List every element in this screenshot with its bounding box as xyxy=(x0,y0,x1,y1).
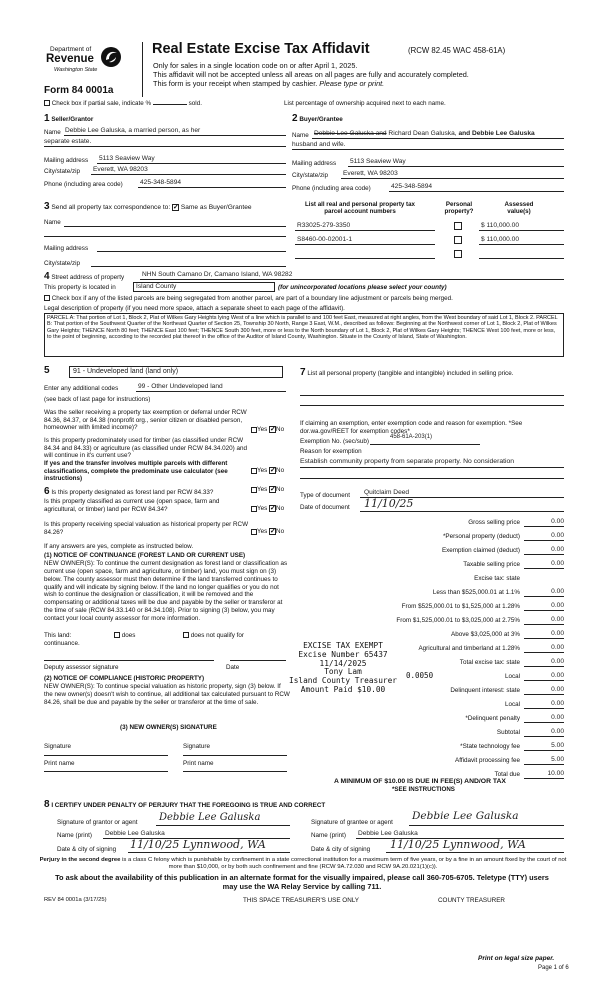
personal-property-checkbox-1[interactable] xyxy=(454,222,462,230)
partial-sale-checkbox[interactable] xyxy=(44,100,50,106)
parcel-1: R33025-279-3350 xyxy=(297,222,351,229)
tax-row-line xyxy=(524,694,564,695)
buyer-phone: 425-348-5894 xyxy=(391,183,433,190)
tax-row-line xyxy=(524,652,564,653)
certify-heading: 8 I CERTIFY UNDER PENALTY OF PERJURY THAT THE FOREGOING IS TRUE AND CORRECT xyxy=(44,799,326,810)
tax-row-label: Total due xyxy=(494,771,520,778)
tax-row-line xyxy=(524,624,564,625)
page-title: Real Estate Excise Tax Affidavit xyxy=(152,41,370,57)
tax-row-value: 10.00 xyxy=(547,770,564,777)
tax-row-value: 0.00 xyxy=(551,686,564,693)
rcw-citation: (RCW 82.45 WAC 458-61A) xyxy=(408,46,506,55)
partial-sale-row: Check box if partial sale, indicate % sold. xyxy=(44,100,202,108)
assessed-1: $ 110,000.00 xyxy=(481,222,520,229)
tax-row-value: 0.00 xyxy=(551,602,564,609)
q-historic-answer: Yes ✓No xyxy=(251,528,284,536)
q-forest-answer: Yes ✓No xyxy=(251,486,284,494)
stamp-line1: EXCISE TAX EXEMPT xyxy=(303,641,383,650)
q-timber-answer: Yes ✓No xyxy=(251,467,284,475)
deputy-date-label: Date xyxy=(226,664,240,671)
buyer-name: Debbie Lee Galuska and Richard Dean Galuska, and Debbie Lee Galuska xyxy=(314,130,535,137)
reason-label: Reason for exemption xyxy=(300,448,362,455)
seller-name-line2: separate estate. xyxy=(44,138,92,145)
tax-row-line xyxy=(524,680,564,681)
header-note1: Only for sales in a single location code on or after April 1, 2025. xyxy=(153,61,358,70)
tax-row-label: Gross selling price xyxy=(468,519,520,526)
grantee-sig-label: Signature of grantee or agent xyxy=(311,819,393,826)
buyer-name-label: Name xyxy=(292,132,309,139)
segregated-checkbox[interactable] xyxy=(44,295,50,301)
does-option: does xyxy=(114,632,135,640)
located-label: This property is located in xyxy=(44,284,116,291)
perjury-notice: Perjury in the second degree is a class C felony which is punishable by confinement in a state correctional institution for a maximum term of five years, or by a fine in an amount fixed by the court of not more than $10,000, or by both such confinement and fine (RCW 9A.72.030 and RCW 9A.20.021(1)(c)). xyxy=(39,857,567,871)
tax-row-line xyxy=(524,722,564,723)
tax-row-value: 0.00 xyxy=(551,644,564,651)
corr-name-label: Name xyxy=(44,219,61,226)
legal-label: Legal description of property (if you need more space, attach a separate sheet to each page of the affidavit). xyxy=(44,305,345,312)
tax-row-value: 0.00 xyxy=(551,714,564,721)
additional-codes-label: Enter any additional codes xyxy=(44,385,119,392)
additional-codes: 99 - Other Undeveloped land xyxy=(138,383,223,390)
q-historic-no[interactable]: ✓ xyxy=(270,528,276,535)
doc-date-label: Date of document xyxy=(300,504,350,511)
dept-line1: Department of xyxy=(50,46,92,53)
stamp-line4: Tony Lam xyxy=(324,667,362,677)
tax-row-value: 0.00 xyxy=(551,658,564,665)
tax-row-value: 0.00 xyxy=(551,518,564,525)
tax-row-label: From $1,525,000.01 to $3,025,000 at 2.75% xyxy=(396,617,520,624)
historic-heading: (2) NOTICE OF COMPLIANCE (HISTORIC PROPERTY) xyxy=(44,675,205,682)
tax-row-line xyxy=(524,568,564,569)
seller-city: Everett, WA 98203 xyxy=(93,166,148,173)
personal-property-checkbox-3[interactable] xyxy=(454,250,462,258)
grantor-signature: Debbie Lee Galuska xyxy=(159,812,261,823)
buyer-city: Everett, WA 98203 xyxy=(343,170,398,177)
buyer-city-label: City/state/zip xyxy=(292,172,329,179)
grantee-name: Debbie Lee Galuska xyxy=(358,830,418,837)
continuance-text: NEW OWNER(S): To continue the current designation as forest land or classification as current use (open space, farm and agriculture, or timber) land, you must sign on (3) below. The county assessor must then determine if the land transferred continues to qualify and will indicate by signing below. If the land no longer qualifies or you do not wish to continue the designation or classification, it will be removed and the compensating or additional taxes will be due and payable by the seller or transferor at the time of sale (RCW 84.33.140 or 84.34.108). Prior to signing (3) below, you may contact your local county assessor for more information. xyxy=(44,560,288,623)
continuance-heading: (1) NOTICE OF CONTINUANCE (FOREST LAND OR CURRENT USE) xyxy=(44,552,246,559)
stamp-line3: 11/14/2025 xyxy=(319,658,367,668)
tax-row-line xyxy=(524,540,564,541)
does-checkbox[interactable] xyxy=(114,632,120,638)
q-current-use-answer: Yes ✓No xyxy=(251,505,284,513)
tax-row-value: 0.00 xyxy=(551,560,564,567)
print-legal: Print on legal size paper. xyxy=(478,955,555,962)
dor-logo xyxy=(38,44,122,84)
minimum-due: A MINIMUM OF $10.00 IS DUE IN FEE(S) AND/OR TAX xyxy=(334,778,506,785)
seller-phone-label: Phone (including area code) xyxy=(44,181,123,188)
tax-row-line xyxy=(524,736,564,737)
grantee-name-label: Name (print) xyxy=(311,832,346,839)
tax-row-label: *State technology fee xyxy=(460,743,520,750)
if-yes: If any answers are yes, complete as instructed below. xyxy=(44,543,194,550)
tax-row-line xyxy=(524,764,564,765)
ownership-note: List percentage of ownership acquired next to each name. xyxy=(284,100,446,107)
tax-row-label: Local xyxy=(504,673,520,680)
tax-row-line xyxy=(524,596,564,597)
doc-date: 11/10/25 xyxy=(364,497,414,510)
availability-notice: To ask about the availability of this publication in an alternate format for the visually impaired, please call 360-705-6705. Teletype (TTY) users may use the WA Relay Service by calling 711. xyxy=(55,873,549,891)
seller-phone: 425-348-5894 xyxy=(140,179,182,186)
historic-text: NEW OWNER(S): To continue special valuation as historic property, sign (3) below. If the new owner(s) doesn't wish to continue, all additional tax calculated pursuant to RCW 84.26, shall be due and payable by the seller or transferor at the time of sale. xyxy=(44,683,290,706)
page-number: Page 1 of 6 xyxy=(538,965,569,971)
q-current-use-no[interactable]: ✓ xyxy=(270,505,276,512)
doc-type-label: Type of document xyxy=(300,492,351,499)
see-back: (see back of last page for instructions) xyxy=(44,396,151,403)
tax-row-line xyxy=(524,666,564,667)
tax-row-value: 0.00 xyxy=(551,546,564,553)
q-historic: Is this property receiving special valuation as historical property per RCW 84.26? xyxy=(44,521,249,536)
tax-row-label: Exemption claimed (deduct) xyxy=(441,547,520,554)
grantee-signature: Debbie Lee Galuska xyxy=(412,810,519,822)
buyer-heading: 2 Buyer/Grantee xyxy=(292,113,343,124)
grantor-sig-label: Signature of grantor or agent xyxy=(57,819,138,826)
street-address: NHN South Camano Dr, Camano Island, WA 98282 xyxy=(142,271,293,278)
tax-row-label: Less than $525,000.01 at 1.1% xyxy=(432,589,520,596)
does-not-checkbox[interactable] xyxy=(183,632,189,638)
dept-line3: Washington State xyxy=(54,67,98,73)
seller-mailing: 5113 Seaview Way xyxy=(99,155,155,162)
tax-row-value: 0.00 xyxy=(551,588,564,595)
buyer-mailing: 5113 Seaview Way xyxy=(350,158,406,165)
seller-name-label: Name xyxy=(44,129,61,136)
new-owner-sig-heading: (3) NEW OWNER(S) SIGNATURE xyxy=(120,724,217,731)
stamp-amount: 0.0050 xyxy=(406,671,434,680)
exemption-no: 458-61A-203(1) xyxy=(390,434,433,440)
tax-row-line xyxy=(524,750,564,751)
header-note3: This form is your receipt when stamped by cashier. Please type or print. xyxy=(153,79,385,88)
legal-description: PARCEL A: That portion of Lot 1, Block 2, Plat of Wilkes Gary Heights lying West of a line which is parallel to and 100 feet East, measured at right angles, from the West boundary of said Lot 1, Block 2. PARCEL B: That portion of the Southwest Quarter of the Northeast Quarter of Section 25, Township 30 North, Range 3 East, W.M., described as follows: Beginning at the Northwest corner of Lot 1, Block 2, Plat of Wilkes Gary Heights; THENCE North 80 feet; THENCE East 100 feet; THENCE South 300 feet, more or less to the North boundary of Lot 1, Block 2, Plat of Wilkes Gary Heights; THENCE West 100 feet, more or less, to the point of beginning, according to the recorded plat thereof in the office of the Auditor of Island County, Washington. Situate in the County of Island, State of Washington. xyxy=(44,313,564,357)
tax-row-value: 0.00 xyxy=(551,728,564,735)
tax-row-value: 5.00 xyxy=(551,756,564,763)
personal-col-header: Personal property? xyxy=(444,201,474,216)
land-use-select[interactable]: 91 - Undeveloped land (land only) xyxy=(69,366,283,378)
print-label-1: Print name xyxy=(44,760,75,767)
corr-mailing-label: Mailing address xyxy=(44,245,89,252)
tax-row-line xyxy=(524,778,564,779)
tax-row-value: 0.00 xyxy=(551,616,564,623)
located-note: (for unincorporated locations please select your county) xyxy=(278,284,447,291)
grantor-name: Debbie Lee Galuska xyxy=(105,830,165,837)
stamp-line2: Excise Number 65437 xyxy=(298,649,388,659)
tax-row-line xyxy=(524,526,564,527)
header-note2: This affidavit will not be accepted unless all areas on all pages are fully and accurately completed. xyxy=(153,70,469,79)
form-number: Form 84 0001a xyxy=(44,85,114,96)
tax-row-label: Subtotal xyxy=(496,729,520,736)
assessed-col-header: Assessed value(s) xyxy=(504,201,534,216)
section7-text: 7 List all personal property (tangible and intangible) included in selling price. xyxy=(300,367,514,378)
exemption-reason: Establish community property from separate property. No consideration xyxy=(300,458,515,465)
parcel-col-header: List all real and personal property tax parcel account numbers xyxy=(304,201,416,216)
tax-row-line xyxy=(524,708,564,709)
sig-label-2: Signature xyxy=(183,743,210,750)
buyer-mailing-label: Mailing address xyxy=(292,160,337,167)
tax-row-label: Affidavit processing fee xyxy=(455,757,520,764)
same-as-buyer-checkbox[interactable]: ✓ xyxy=(173,203,179,211)
doc-type: Quitclaim Deed xyxy=(364,489,410,496)
buyer-name-line2: husband and wife. xyxy=(292,141,346,148)
q-timber: Is this property predominately used for timber (as classified under RCW 84.34 and 84.33) or agriculture (as classified under RCW 84.34.020) and will continue in it's current use? xyxy=(44,437,248,460)
header-divider xyxy=(142,42,143,97)
tax-row-value: 5.00 xyxy=(551,742,564,749)
seller-name-line1: Debbie Lee Galuska, a married person, as her xyxy=(65,127,201,134)
grantor-name-label: Name (print) xyxy=(57,832,92,839)
tax-row-label: Delinquent interest: state xyxy=(450,687,520,694)
tax-row-label: Excise tax: state xyxy=(474,575,520,582)
tax-row-value: 0.00 xyxy=(551,532,564,539)
section5-num: 5 xyxy=(44,365,50,376)
dor-swirl-icon xyxy=(100,46,122,68)
dept-line2: Revenue xyxy=(46,53,94,65)
see-instructions: *SEE INSTRUCTIONS xyxy=(392,786,455,793)
treasurer-stamp xyxy=(288,642,398,695)
assessed-2: $ 110,000.00 xyxy=(481,236,520,243)
parcel-2: S8460-00-02001-1 xyxy=(297,236,352,243)
tax-row-line xyxy=(524,554,564,555)
tax-row-label: Total excise tax: state xyxy=(459,659,520,666)
tax-row-label: *Personal property (deduct) xyxy=(442,533,520,540)
q-forest: 6 Is this property designated as forest land per RCW 84.33? xyxy=(44,486,214,497)
county-select[interactable]: Island County xyxy=(133,282,275,292)
tax-row-label: Agricultural and timberland at 1.28% xyxy=(418,645,520,652)
tax-row-label: From $525,000.01 to $1,525,000 at 1.28% xyxy=(401,603,520,610)
deputy-sig-label: Deputy assessor signature xyxy=(44,664,119,671)
grantee-date-city: 11/10/25 Lynnwood, WA xyxy=(390,838,526,851)
q-exemption-answer: Yes ✓No xyxy=(251,426,284,434)
stamp-line6: Amount Paid $10.00 xyxy=(300,684,386,694)
tax-row-label: Taxable selling price xyxy=(463,561,520,568)
tax-row-line xyxy=(524,610,564,611)
grantor-date-label: Date & city of signing xyxy=(57,846,117,853)
seller-heading: 1 Seller/Grantor xyxy=(44,113,94,124)
q-forest-no[interactable]: ✓ xyxy=(270,486,276,493)
sig-label-1: Signature xyxy=(44,743,71,750)
treasurer-only: THIS SPACE TREASURER'S USE ONLY xyxy=(243,897,359,904)
q-exemption: Was the seller receiving a property tax exemption or deferral under RCW 84.36, 84.37, or 84.38 (nonprofit org., senior citizen or disabled person, homeowner with limited income)? xyxy=(44,409,247,432)
q-current-use: Is this property classified as current use (open space, farm and agricultural, or timber) land per RCW 84.34? xyxy=(44,498,220,513)
correspondence-row: 3 Send all property tax correspondence to: ✓ Same as Buyer/Grantee xyxy=(44,201,252,212)
buyer-phone-label: Phone (including area code) xyxy=(292,185,371,192)
revision: REV 84 0001a (3/17/25) xyxy=(44,897,107,903)
tax-row-label: Above $3,025,000 at 3% xyxy=(451,631,520,638)
segregated-row: Check box if any of the listed parcels are being segregated from another parcel, are part of a boundary line adjustment or parcels being merged. xyxy=(44,295,453,303)
exemption-no-label: Exemption No. (sec/sub) xyxy=(300,438,369,445)
print-label-2: Print name xyxy=(183,760,214,767)
tax-row-value: 0.00 xyxy=(551,700,564,707)
grantor-date-city: 11/10/25 Lynnwood, WA xyxy=(130,838,266,851)
this-land-label: This land: continuance. xyxy=(44,632,80,647)
tax-row-label: *Delinquent penalty xyxy=(465,715,520,722)
q-exemption-no[interactable]: ✓ xyxy=(270,426,276,433)
grantee-date-label: Date & city of signing xyxy=(311,846,371,853)
tax-row-line xyxy=(524,638,564,639)
personal-property-checkbox-2[interactable] xyxy=(454,236,462,244)
street-row: 4 Street address of property xyxy=(44,271,125,282)
corr-city-label: City/state/zip xyxy=(44,260,81,267)
seller-city-label: City/state/zip xyxy=(44,168,81,175)
tax-row-value: 0.00 xyxy=(551,630,564,637)
does-not-option: does not qualify for xyxy=(183,632,244,640)
county-treasurer: COUNTY TREASURER xyxy=(438,897,505,904)
q-timber-no[interactable]: ✓ xyxy=(270,467,276,474)
tax-row-label: Local xyxy=(504,701,520,708)
stamp-line5: Island County Treasurer xyxy=(289,676,397,686)
tax-row-value: 0.00 xyxy=(551,672,564,679)
q-timber-multi: If yes and the transfer involves multiple parcels with different classifications, complete the predominate use calculator (see instructions) xyxy=(44,460,228,483)
seller-mailing-label: Mailing address xyxy=(44,157,89,164)
exemption-intro: If claiming an exemption, enter exemption code and reason for exemption. *See dor.wa.gov/REET for exemption codes* xyxy=(300,420,523,435)
